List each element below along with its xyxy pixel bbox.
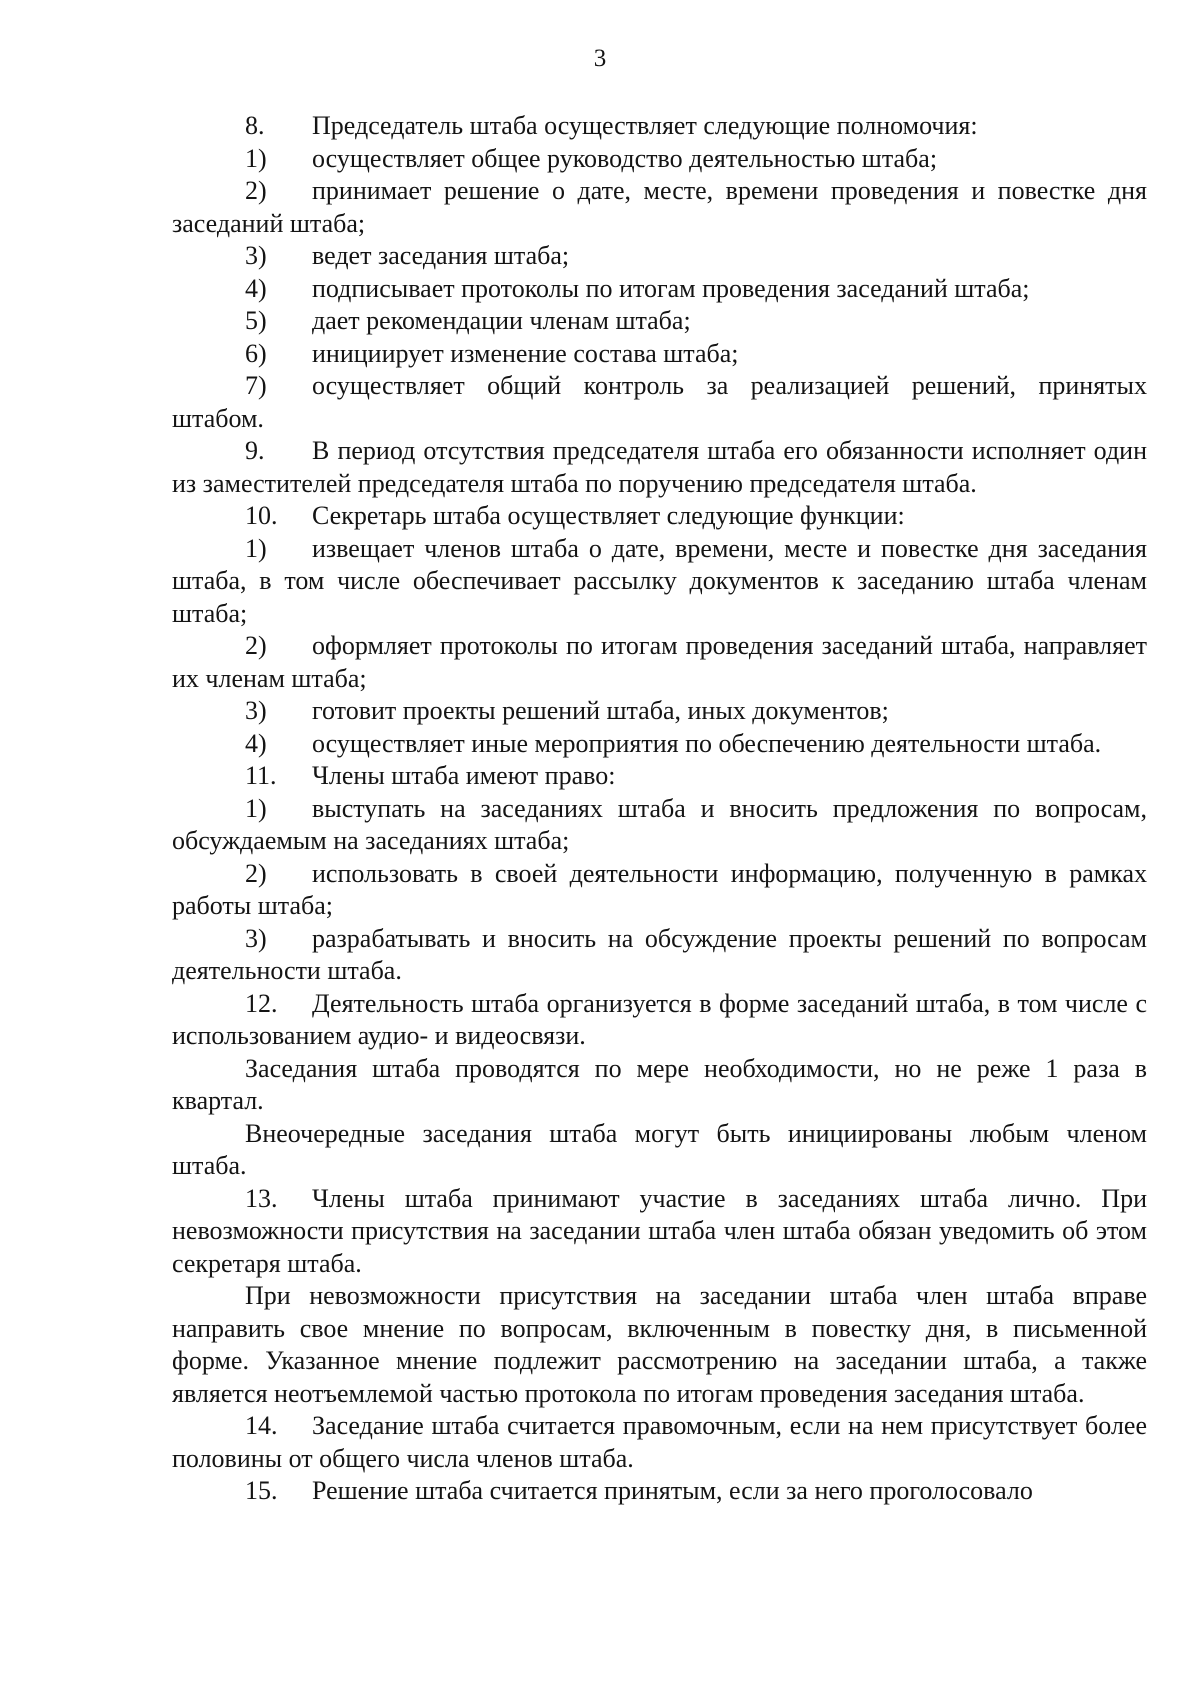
list-item <box>172 695 1147 728</box>
paragraph-continuation <box>172 1053 1147 1118</box>
paragraph-text: Деятельность штаба организуется в форме заседаний штаба, в том числе с использованием аудио- и видеосвязи. <box>172 988 1147 1050</box>
paragraph-8 <box>172 110 1147 143</box>
list-item <box>172 240 1147 273</box>
item-text: осуществляет общий контроль за реализацией решений, принятых штабом. <box>172 371 1147 433</box>
paragraph-14 <box>172 1410 1147 1475</box>
paragraph-continuation <box>172 1118 1147 1183</box>
paragraph-number: 10. <box>245 501 278 530</box>
list-item <box>172 305 1147 338</box>
paragraph-text: Члены штаба имеют право: <box>312 761 616 790</box>
list-item <box>172 923 1147 988</box>
item-text: подписывает протоколы по итогам проведения заседаний штаба; <box>312 273 1030 303</box>
paragraph-number: 9. <box>245 436 265 465</box>
paragraph-number: 13. <box>245 1183 278 1213</box>
list-item <box>172 370 1147 435</box>
item-text: выступать на заседаниях штаба и вносить предложения по вопросам, обсуждаемым на заседаниях штаба; <box>172 793 1147 855</box>
list-item <box>172 858 1147 923</box>
paragraph-text: Председатель штаба осуществляет следующие полномочия: <box>312 111 978 140</box>
document-body <box>172 110 1147 1508</box>
list-item <box>172 143 1147 176</box>
item-number: 7) <box>245 371 267 400</box>
item-text: разрабатывать и вносить на обсуждение проекты решений по вопросам деятельности штаба. <box>172 923 1147 985</box>
item-number: 3) <box>245 923 267 953</box>
paragraph-continuation <box>172 1280 1147 1410</box>
page-number: 3 <box>593 45 607 72</box>
item-number: 4) <box>245 273 267 303</box>
paragraph-number: 14. <box>245 1411 278 1440</box>
item-text: инициирует изменение состава штаба; <box>312 338 739 368</box>
item-text: использовать в своей деятельности информацию, полученную в рамках работы штаба; <box>172 858 1147 920</box>
list-item <box>172 793 1147 858</box>
list-item <box>172 175 1147 240</box>
paragraph-number: 15. <box>245 1476 278 1505</box>
item-number: 1) <box>245 793 267 823</box>
paragraph-text: Секретарь штаба осуществляет следующие функции: <box>312 501 905 530</box>
list-item <box>172 533 1147 631</box>
paragraph-number: 8. <box>245 111 265 140</box>
list-item <box>172 338 1147 371</box>
item-number: 3) <box>245 696 267 725</box>
item-text: дает рекомендации членам штаба; <box>312 306 691 335</box>
item-number: 5) <box>245 306 267 335</box>
item-number: 4) <box>245 728 267 758</box>
paragraph-text: Члены штаба принимают участие в заседаниях штаба лично. При невозможности присутствия на заседании штаба член штаба обязан уведомить об этом секретаря штаба. <box>172 1183 1147 1278</box>
item-number: 1) <box>245 533 267 563</box>
item-number: 6) <box>245 338 267 368</box>
paragraph-9 <box>172 435 1147 500</box>
item-text: извещает членов штаба о дате, времени, месте и повестке дня заседания штаба, в том числе обеспечивает рассылку документов к заседанию штаба членам штаба; <box>172 533 1147 628</box>
paragraph-12 <box>172 988 1147 1053</box>
item-text: готовит проекты решений штаба, иных документов; <box>312 696 889 725</box>
paragraph-number: 11. <box>245 761 277 790</box>
item-number: 2) <box>245 176 267 205</box>
paragraph-text: Решение штаба считается принятым, если за него проголосовало <box>312 1476 1033 1505</box>
paragraph-number: 12. <box>245 988 278 1018</box>
item-text: ведет заседания штаба; <box>312 241 570 270</box>
item-number: 2) <box>245 858 267 888</box>
item-text: оформляет протоколы по итогам проведения заседаний штаба, направляет их членам штаба; <box>172 631 1147 693</box>
item-number: 3) <box>245 241 267 270</box>
item-number: 2) <box>245 631 267 660</box>
item-number: 1) <box>245 143 267 173</box>
list-item <box>172 273 1147 306</box>
paragraph-text: Заседания штаба проводятся по мере необходимости, но не реже 1 раза в квартал. <box>172 1053 1147 1115</box>
item-text: осуществляет общее руководство деятельностью штаба; <box>312 143 938 173</box>
paragraph-text: Внеочередные заседания штаба могут быть инициированы любым членом штаба. <box>172 1118 1147 1180</box>
paragraph-10 <box>172 500 1147 533</box>
paragraph-text: Заседание штаба считается правомочным, если на нем присутствует более половины от общего числа членов штаба. <box>172 1411 1147 1473</box>
list-item <box>172 728 1147 761</box>
item-text: принимает решение о дате, месте, времени проведения и повестке дня заседаний штаба; <box>172 176 1147 238</box>
paragraph-15 <box>172 1475 1147 1508</box>
list-item <box>172 630 1147 695</box>
paragraph-11 <box>172 760 1147 793</box>
paragraph-text: В период отсутствия председателя штаба его обязанности исполняет один из заместителей председателя штаба по поручению председателя штаба. <box>172 436 1147 498</box>
paragraph-text: При невозможности присутствия на заседании штаба член штаба вправе направить свое мнение по вопросам, включенным в повестку дня, в письменной форме. Указанное мнение подлежит рассмотрению на заседании штаба, а также является неотъемлемой частью протокола по итогам проведения заседания штаба. <box>172 1281 1147 1408</box>
item-text: осуществляет иные мероприятия по обеспечению деятельности штаба. <box>312 728 1102 758</box>
paragraph-13 <box>172 1183 1147 1281</box>
